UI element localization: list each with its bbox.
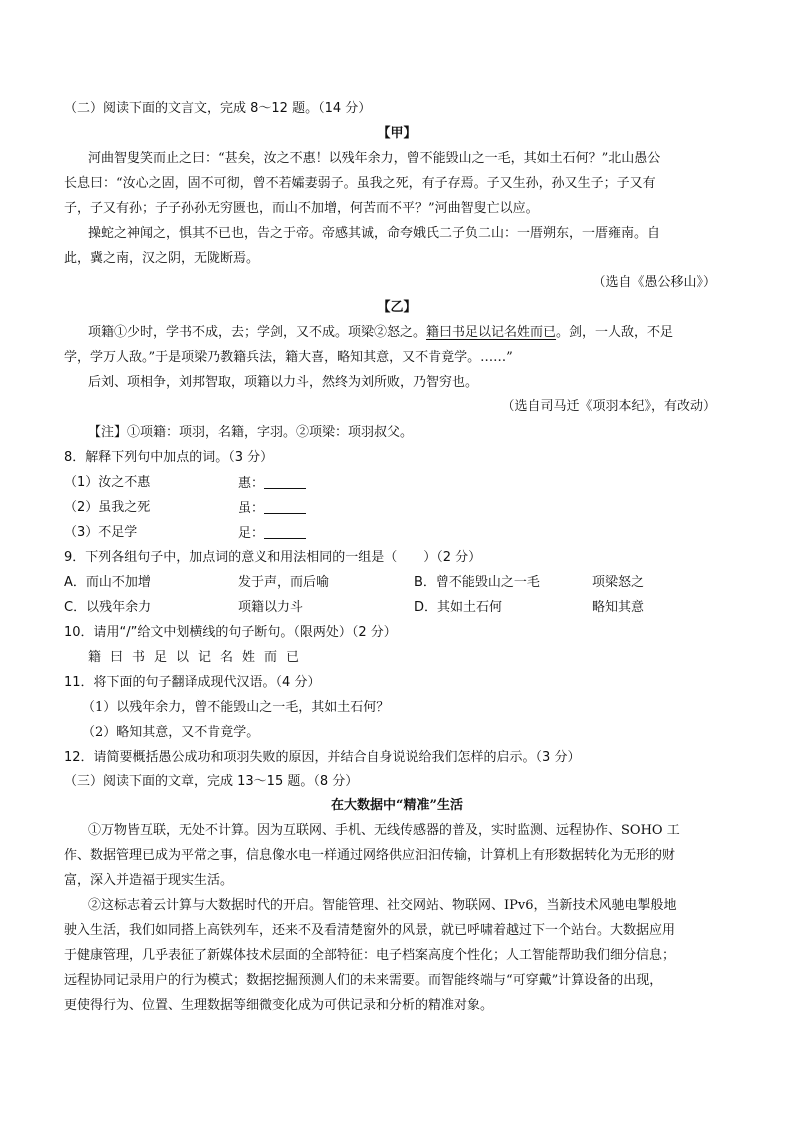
q10-sentence: 籍曰书足以记名姓而已 [88, 650, 309, 665]
annotation-note: 【注】①项籍：项羽，名籍，字羽。②项梁：项羽叔父。 [88, 425, 414, 440]
jia-paragraph-2-line-1: 操蛇之神闻之，惧其不已也，告之于帝。帝感其诚，命夸娥氏二子负二山：一厝朔东，一厝雍南。自 [88, 226, 661, 241]
q8-item-3-sentence: （3）不足学 [64, 525, 138, 540]
article-paragraph-2-line-4: 远程协同记录用户的行为模式；数据挖掘预测人们的未来需要。而智能终端与“可穿戴”计算设备的出现， [64, 973, 663, 988]
yi-paragraph-1-line-1 [88, 324, 673, 342]
q9-option-d-1: D．其如土石何 [414, 600, 503, 615]
jia-paragraph-1-line-3: 子，子又有孙；子子孙孙无穷匮也，而山不加增，何苦而不平？”河曲智叟亡以应。 [64, 201, 539, 216]
answer-blank[interactable] [264, 524, 306, 539]
q8-item-3-answer [238, 524, 306, 543]
article-paragraph-1-line-3: 富，深入并造福于现实生活。 [64, 873, 234, 888]
q9-option-b-1: B．曾不能毁山之一毛 [414, 575, 540, 590]
jia-paragraph-1-line-1: 河曲智叟笑而止之曰：“甚矣，汝之不惠！以残年余力，曾不能毁山之一毛，其如土石何？”北山愚公 [88, 151, 661, 166]
jia-paragraph-1-line-2: 长息曰：“汝心之固，固不可彻，曾不若孀妻弱子。虽我之死，有子存焉。子又生孙，孙又生子；子又有 [64, 176, 656, 191]
article-title: 在大数据中“精准”生活 [331, 798, 463, 813]
article-paragraph-2-line-3: 于健康管理，几乎表征了新媒体技术层面的全部特征：电子档案高度个性化；人工智能帮助我们细分信息； [64, 948, 676, 963]
article-paragraph-2-line-1: ②这标志着云计算与大数据时代的开启。智能管理、社交网站、物联网、IPv6，当新技术风驰电掣般地 [88, 898, 677, 913]
jia-source: （选自《愚公移山》） [592, 275, 716, 290]
q9-stem: 9．下列各组句子中，加点词的意义和用法相同的一组是（ ）（2 分） [64, 550, 482, 565]
q8-item-1-word: 惠： [238, 476, 265, 491]
yi-label: 【乙】 [377, 300, 417, 315]
q9-option-b-2: 项梁怒之 [592, 575, 645, 590]
q11-sentence-2: （2）略知其意，又不肯竟学。 [82, 725, 260, 740]
section2-heading: （二）阅读下面的文言文，完成 8～12 题。（14 分） [64, 101, 372, 116]
article-paragraph-2-line-2: 驶入生活，我们如同搭上高铁列车，还来不及看清楚窗外的风景，就已呼啸着越过下一个站台。大数据应用 [64, 923, 676, 938]
article-paragraph-1-line-1: ①万物皆互联，无处不计算。因为互联网、手机、无线传感器的普及，实时监测、远程协作、SOHO 工 [88, 823, 680, 838]
answer-blank[interactable] [264, 499, 306, 514]
yi-text-after-underline: 。剑，一人敌，不足 [556, 325, 674, 340]
section3-heading: （三）阅读下面的文章，完成 13～15 题。（8 分） [64, 774, 359, 789]
q11-stem: 11．将下面的句子翻译成现代汉语。（4 分） [64, 675, 321, 690]
jia-paragraph-2-line-2: 此，冀之南，汉之阴，无陇断焉。 [64, 251, 260, 266]
yi-source: （选自司马迁《项羽本纪》，有改动） [501, 399, 716, 414]
jia-label: 【甲】 [377, 126, 417, 141]
yi-text-before-underline: 项籍①少时，学书不成，去；学剑，又不成。项梁②怒之。 [88, 325, 427, 340]
q8-stem: 8．解释下列句中加点的词。（3 分） [64, 450, 274, 465]
article-paragraph-2-line-5: 更使得行为、位置、生理数据等细微变化成为可供记录和分析的精准对象。 [64, 998, 494, 1013]
q8-item-2-answer [238, 499, 306, 518]
q8-item-1-sentence: （1）汝之不惠 [64, 475, 151, 490]
yi-paragraph-1-line-2: 学，学万人敌。”于是项梁乃教籍兵法，籍大喜，略知其意，又不肯竟学。……” [64, 350, 513, 365]
q11-sentence-1: （1）以残年余力，曾不能毁山之一毛，其如土石何？ [82, 700, 390, 715]
underlined-sentence: 籍曰书足以记名姓而已 [426, 325, 557, 340]
q9-option-a-2: 发于声，而后喻 [238, 575, 330, 590]
article-paragraph-1-line-2: 作、数据管理已成为平常之事，信息像水电一样通过网络供应汩汩传输，计算机上有形数据转化为无形的财 [64, 848, 676, 863]
yi-paragraph-2: 后刘、项相争，刘邦智取，项籍以力斗，然终为刘所败，乃智穷也。 [88, 375, 479, 390]
q8-item-1-answer [238, 474, 306, 493]
q12-stem: 12．请简要概括愚公成功和项羽失败的原因，并结合自身说说给我们怎样的启示。（3 分） [64, 750, 581, 765]
answer-blank[interactable] [264, 474, 306, 489]
q10-stem: 10．请用“/”给文中划横线的句子断句。（限两处）（2 分） [64, 625, 397, 640]
q8-item-2-word: 虽： [238, 501, 265, 516]
q8-item-2-sentence: （2）虽我之死 [64, 500, 151, 515]
q9-option-c-1: C．以残年余力 [64, 600, 152, 615]
q9-option-d-2: 略知其意 [592, 600, 645, 615]
q9-option-c-2: 项籍以力斗 [238, 600, 304, 615]
q8-item-3-word: 足： [238, 526, 265, 541]
q9-option-a-1: A．而山不加增 [64, 575, 151, 590]
